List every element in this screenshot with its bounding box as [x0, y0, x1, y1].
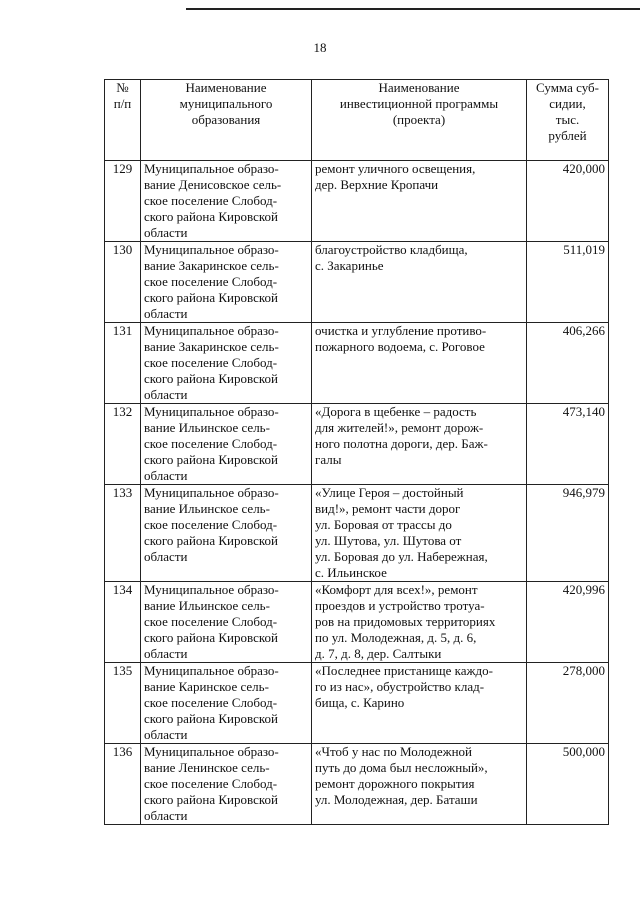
municipality-line: Муниципальное образо-: [144, 161, 279, 176]
municipality-line: ского района Кировской: [144, 290, 278, 305]
column-header-line: тыс.: [555, 112, 580, 127]
municipality-line: области: [144, 727, 188, 742]
table-row: [105, 323, 609, 404]
column-header-prog: [312, 80, 527, 161]
program-name: [312, 161, 527, 242]
subsidy-amount: 420,996: [527, 582, 609, 663]
column-header-line: муниципального: [179, 96, 273, 111]
municipality-line: ского района Кировской: [144, 452, 278, 467]
program-name: [312, 242, 527, 323]
municipality-line: вание Денисовское сель-: [144, 177, 282, 192]
municipality-line: области: [144, 225, 188, 240]
program-line: пожарного водоема, с. Роговое: [315, 339, 485, 354]
program-line: галы: [315, 452, 342, 467]
row-number: 136: [105, 744, 141, 825]
top-rule: [186, 8, 640, 10]
subsidy-amount: 473,140: [527, 404, 609, 485]
program-line: по ул. Молодежная, д. 5, д. 6,: [315, 630, 477, 645]
municipality-line: области: [144, 549, 188, 564]
row-number: 132: [105, 404, 141, 485]
municipality-name: [141, 161, 312, 242]
municipality-line: Муниципальное образо-: [144, 744, 279, 759]
column-header-line: Сумма суб-: [536, 80, 599, 95]
table-row: [105, 404, 609, 485]
subsidy-amount: 278,000: [527, 663, 609, 744]
municipality-name: [141, 404, 312, 485]
municipality-line: области: [144, 646, 188, 661]
municipality-line: области: [144, 387, 188, 402]
municipality-line: Муниципальное образо-: [144, 582, 279, 597]
municipality-line: ское поселение Слобод-: [144, 614, 278, 629]
table-row: [105, 161, 609, 242]
program-line: «Чтоб у нас по Молодежной: [315, 744, 472, 759]
row-number: 130: [105, 242, 141, 323]
subsidy-amount: 406,266: [527, 323, 609, 404]
row-number: 134: [105, 582, 141, 663]
table-row: [105, 582, 609, 663]
program-line: бища, с. Карино: [315, 695, 405, 710]
municipality-line: вание Закаринское сель-: [144, 258, 279, 273]
program-line: «Последнее пристанище каждо-: [315, 663, 493, 678]
program-line: очистка и углубление противо-: [315, 323, 487, 338]
municipality-line: ское поселение Слобод-: [144, 193, 278, 208]
column-header-line: инвестиционной программы: [339, 96, 499, 111]
municipality-name: [141, 744, 312, 825]
municipality-line: области: [144, 808, 188, 823]
program-line: проездов и устройство тротуа-: [315, 598, 485, 613]
municipality-name: [141, 242, 312, 323]
municipality-line: Муниципальное образо-: [144, 404, 279, 419]
program-line: с. Ильинское: [315, 565, 387, 580]
column-header-line: образования: [191, 112, 261, 127]
program-line: ров на придомовых территориях: [315, 614, 496, 629]
program-name: [312, 663, 527, 744]
subsidy-amount: 420,000: [527, 161, 609, 242]
program-line: ул. Боровая до ул. Набережная,: [315, 549, 488, 564]
municipality-line: ское поселение Слобод-: [144, 274, 278, 289]
subsidy-amount: 500,000: [527, 744, 609, 825]
row-number: 135: [105, 663, 141, 744]
table-row: [105, 242, 609, 323]
municipality-line: ское поселение Слобод-: [144, 355, 278, 370]
municipality-line: вание Ильинское сель-: [144, 420, 270, 435]
municipality-line: вание Каринское сель-: [144, 679, 269, 694]
municipality-line: вание Ильинское сель-: [144, 501, 270, 516]
program-line: «Дорога в щебенке – радость: [315, 404, 477, 419]
row-number: 129: [105, 161, 141, 242]
program-name: [312, 744, 527, 825]
subsidy-amount: 511,019: [527, 242, 609, 323]
column-header-line: №: [116, 80, 129, 95]
municipality-name: [141, 582, 312, 663]
municipality-line: Муниципальное образо-: [144, 485, 279, 500]
column-header-line: Наименование: [378, 80, 460, 95]
municipality-line: области: [144, 468, 188, 483]
program-name: [312, 485, 527, 582]
subsidy-table: [104, 79, 609, 825]
column-header-sum: [527, 80, 609, 161]
municipality-line: ское поселение Слобод-: [144, 695, 278, 710]
header-row: [105, 80, 609, 161]
program-line: д. 7, д. 8, дер. Салтыки: [315, 646, 442, 661]
column-header-num: [105, 80, 141, 161]
municipality-line: Муниципальное образо-: [144, 242, 279, 257]
table-row: [105, 485, 609, 582]
program-line: ул. Молодежная, дер. Баташи: [315, 792, 478, 807]
program-line: вид!», ремонт части дорог: [315, 501, 461, 516]
municipality-line: ского района Кировской: [144, 711, 278, 726]
program-name: [312, 582, 527, 663]
program-line: с. Закаринье: [315, 258, 384, 273]
program-line: ул. Шутова, ул. Шутова от: [315, 533, 462, 548]
municipality-line: области: [144, 306, 188, 321]
program-line: дер. Верхние Кропачи: [315, 177, 439, 192]
page-number: 18: [313, 40, 327, 55]
program-line: «Комфорт для всех!», ремонт: [315, 582, 478, 597]
table-row: [105, 663, 609, 744]
municipality-line: Муниципальное образо-: [144, 323, 279, 338]
program-line: «Улице Героя – достойный: [315, 485, 464, 500]
column-header-line: Наименование: [185, 80, 267, 95]
municipality-line: ского района Кировской: [144, 792, 278, 807]
municipality-name: [141, 663, 312, 744]
municipality-line: ского района Кировской: [144, 533, 278, 548]
row-number: 131: [105, 323, 141, 404]
column-header-line: (проекта): [392, 112, 446, 127]
column-header-line: сидии,: [549, 96, 586, 111]
column-header-line: рублей: [548, 128, 587, 143]
row-number: 133: [105, 485, 141, 582]
column-header-mun: [141, 80, 312, 161]
table-header: [105, 80, 609, 161]
column-header-line: п/п: [113, 96, 132, 111]
program-name: [312, 404, 527, 485]
program-line: путь до дома был несложный»,: [315, 760, 488, 775]
municipality-line: вание Закаринское сель-: [144, 339, 279, 354]
subsidy-amount: 946,979: [527, 485, 609, 582]
municipality-line: ское поселение Слобод-: [144, 517, 278, 532]
program-line: ремонт уличного освещения,: [315, 161, 476, 176]
table-row: [105, 744, 609, 825]
municipality-line: вание Ленинское сель-: [144, 760, 270, 775]
municipality-line: ского района Кировской: [144, 630, 278, 645]
municipality-line: ское поселение Слобод-: [144, 776, 278, 791]
municipality-line: Муниципальное образо-: [144, 663, 279, 678]
municipality-line: ского района Кировской: [144, 209, 278, 224]
municipality-name: [141, 323, 312, 404]
program-line: ремонт дорожного покрытия: [315, 776, 475, 791]
program-line: ного полотна дороги, дер. Баж-: [315, 436, 488, 451]
municipality-line: ского района Кировской: [144, 371, 278, 386]
municipality-name: [141, 485, 312, 582]
table-body: [105, 161, 609, 825]
program-line: ул. Боровая от трассы до: [315, 517, 452, 532]
program-line: го из нас», обустройство клад-: [315, 679, 485, 694]
program-line: благоустройство кладбища,: [315, 242, 468, 257]
municipality-line: вание Ильинское сель-: [144, 598, 270, 613]
municipality-line: ское поселение Слобод-: [144, 436, 278, 451]
program-line: для жителей!», ремонт дорож-: [315, 420, 484, 435]
program-name: [312, 323, 527, 404]
